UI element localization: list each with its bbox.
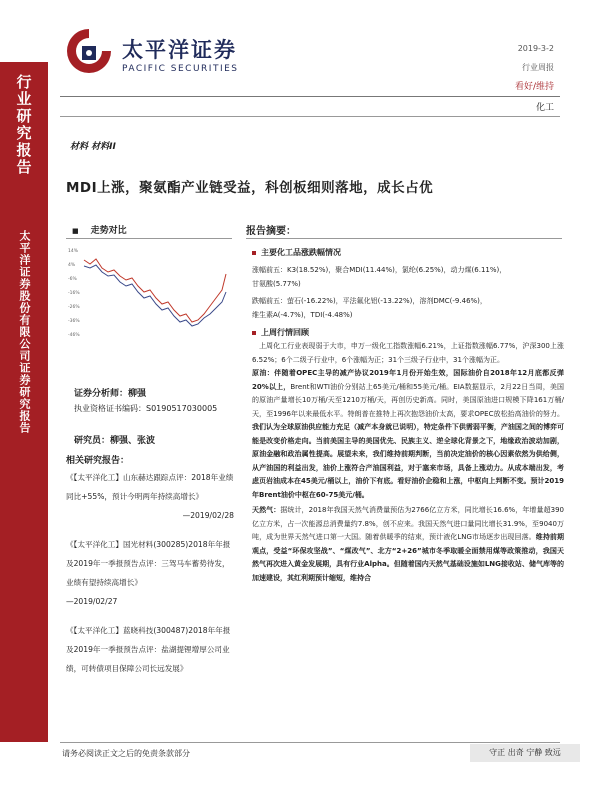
tick-label: -46%: [68, 333, 80, 338]
logo-mark-icon: [62, 26, 116, 76]
series-index: [84, 265, 226, 326]
fall-line: 维生素A(-4.7%)，TDI(-4.48%): [252, 310, 353, 319]
category: 材料 材料II: [70, 142, 116, 152]
sector: 化工: [535, 103, 554, 113]
related-item[interactable]: 《【太平洋化工】山东赫达跟踪点评：2018年业绩同比+55%，预计今明两年持续高增长》: [66, 473, 234, 501]
summary-body: [252, 246, 564, 585]
brand-name-cn: 太平洋证券: [122, 38, 237, 62]
brand-logo: [60, 26, 260, 82]
footer-slogan: 守正 出奇 宁静 致远: [470, 744, 580, 762]
rise-line: 甘氨酸(5.77%): [252, 279, 301, 288]
tick-label: 4%: [68, 263, 76, 268]
header-divider-2: [60, 116, 560, 117]
section-title: 上周行情回顾: [252, 326, 564, 340]
header-divider: [60, 96, 560, 97]
rise-line: 涨幅前五：K3(18.52%)，聚合MDI(11.44%)，氯纶(6.25%)，动力煤(6.11%)，: [252, 266, 507, 274]
related-date: —2019/02/28: [182, 511, 234, 520]
tick-label: -6%: [68, 277, 77, 282]
footer-disclaimer: 请务必阅读正文之后的免责条款部分: [62, 749, 190, 758]
sidebar-bottom-label: 太平洋证券股份有限公司证券研究报告: [18, 230, 31, 434]
chart-ticks: [68, 248, 80, 338]
summary-heading: 报告摘要：: [246, 226, 296, 237]
chart-heading: ■ 走势对比: [72, 226, 127, 236]
section-bullet-icon: [252, 251, 256, 255]
section-bullet-icon: [252, 331, 256, 335]
assistant-line: 研究员：柳强、张波: [74, 436, 156, 446]
tick-label: -16%: [68, 291, 80, 296]
related-list: [66, 468, 234, 678]
report-date: 2019-3-2: [517, 44, 554, 53]
related-item[interactable]: 《【太平洋化工】蓝晓科技(300487)2018年年报及2019年一季报预告点评：盐湖提锂增厚公司业绩，可转债项目保障公司长远发展》: [66, 626, 231, 673]
report-type: 行业周报: [522, 63, 554, 72]
analyst-line: 证券分析师：柳强: [74, 389, 147, 399]
tick-label: -26%: [68, 305, 80, 310]
market-review-paragraph: 上周化工行业表现弱于大市，申万一级化工指数涨幅6.21%，上证指数涨幅6.77%，沪深300上涨6.52%；6个二级子行业中，6个涨幅为正；31个三级子行业中，31个涨幅为正。: [252, 342, 564, 364]
tick-label: 14%: [68, 249, 79, 254]
chart-bullet-icon: ■: [72, 227, 79, 235]
section-title: 主要化工品涨跌幅情况: [252, 246, 564, 260]
sidebar: [0, 62, 48, 742]
related-date: —2019/02/27: [66, 597, 118, 606]
chart-rule: [66, 238, 232, 239]
series-industry: [84, 259, 226, 322]
rating: 看好/维持: [514, 82, 554, 92]
sidebar-top-label: 行业研究报告: [14, 74, 33, 176]
footer-rule: [60, 742, 560, 743]
crude-oil-paragraph: 原油：伴随着OPEC主导的减产协议2019年1月份开始生效，国际油价自2018年12月底都反弹20%以上，Brent和WTI油价分别站上65美元/桶和55美元/桶。EIA数据显示，2月22日当周，美国的原油产量增长10万桶/天至1210万桶/天，再创历史新高。同时，美国原油进口规模下降161万桶/天，至1996年以来最低水平。特朗普在推特上再次抱怨油价太高，要求OPEC放松抬高油价的努力。我们认为全球原油供应能力充足（减产本身就已说明），特定条件下供需弱平衡，产油国之间的博弈可能是改变价格走向。当前美国主导的美国优先、民族主义、逆全球化背景之下，地缘政治波动加剧，原油金融和政治属性提高。展望未来，我们维持前期判断，当前决定油价的核心因素依然为供给侧，从产油国的利益出发，油价上涨符合产油国利益，对于塞来市场，具备上涨动力。从成本端出发，考虑页岩油成本在45美元/桶以上，油价下有底。看好油价企稳和上涨，中枢向上判断不变。预计2019年Brent油价中枢在60-75美元/桶。: [252, 369, 564, 499]
cert-line: 执业资格证书编码：S0190517030005: [74, 404, 218, 413]
related-heading: 相关研究报告：: [66, 456, 130, 466]
brand-name-en: PACIFIC SECURITIES: [122, 64, 239, 74]
fall-line: 跌幅前五：萤石(-16.22%)，平法氟化铝(-13.22%)，溶剂DMC(-9.46%)，: [252, 297, 487, 305]
summary-rule: [246, 238, 562, 239]
page-title: MDI上涨，聚氨酯产业链受益，科创板细则落地，成长占优: [66, 180, 434, 196]
related-item[interactable]: 《【太平洋化工】国光材料(300285)2018年年报及2019年一季报预告点评：三驾马车蓄势待发，业绩有望持续高增长》: [66, 540, 231, 587]
trend-chart: [66, 242, 236, 352]
natural-gas-paragraph: 天然气：据统计，2018年我国天然气消费量预估为2766亿立方米，同比增长16.6%，年增量超390亿立方米，占一次能源总消费量约7.8%，创不应来。我国天然气进口量同比增长31.9%，至9040万吨，成为世界天然气进口第一大国。随着供暖季的结束，预计液化LNG市场逐步出现回落。维持前期观点，受益“环保攻坚战”、“煤改气”、北方“2+26”城市冬季取暖全面禁用煤等政策推动，我国天然气再次进入黄金发展期，具有行业Alpha。但随着国内天然气基础设施如LNG接收站、储气库等的加速建设，其红利期预计缩短，维持合: [252, 506, 565, 582]
tick-label: -36%: [68, 319, 80, 324]
